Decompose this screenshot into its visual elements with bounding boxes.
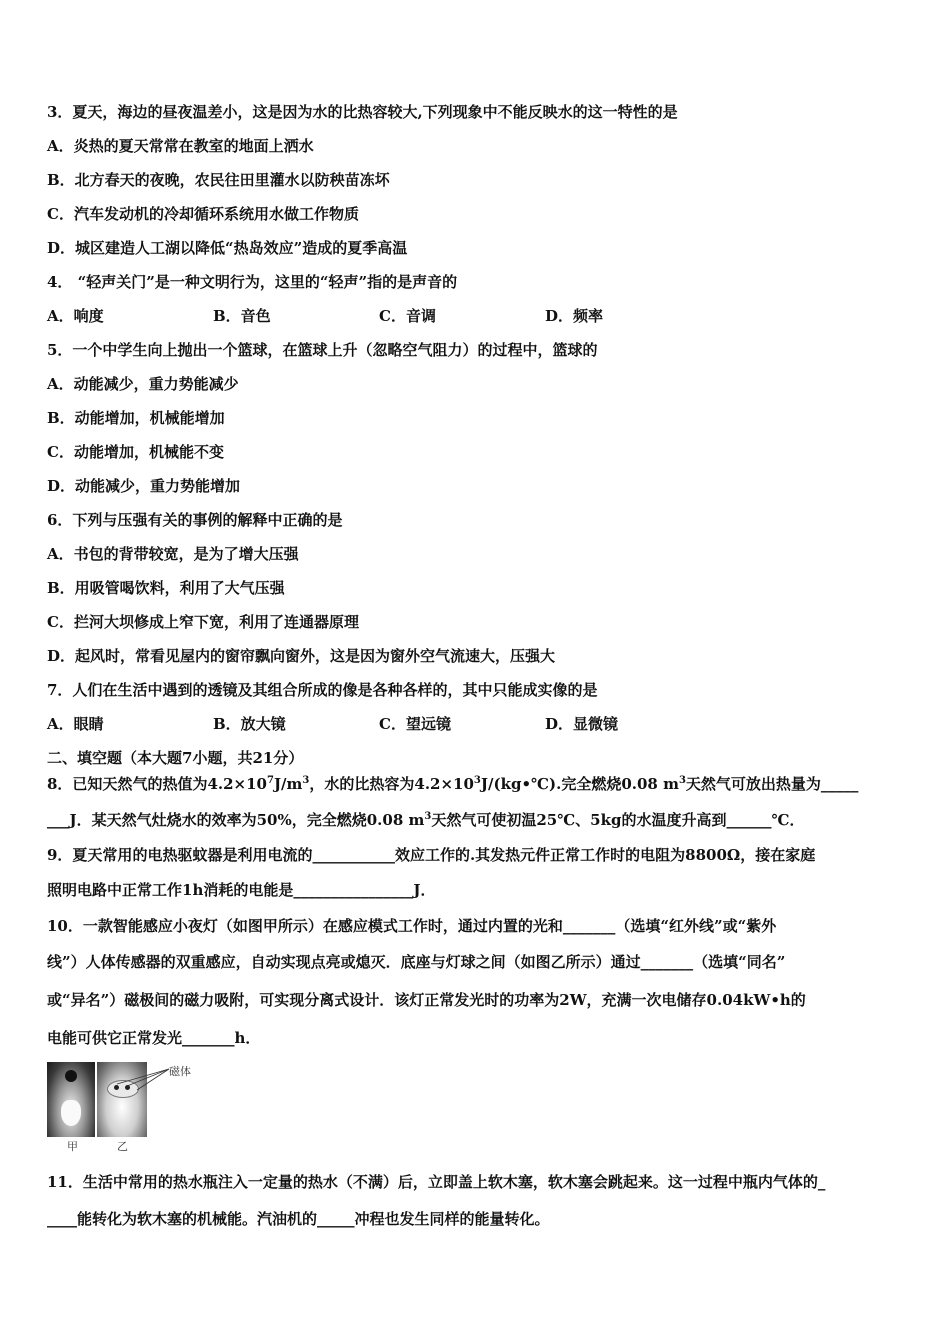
q3-stem: 3．夏天，海边的昼夜温差小，这是因为水的比热容较大,下列现象中不能反映水的这一特性的是 bbox=[47, 103, 678, 121]
q8-exponent: 3 bbox=[473, 775, 481, 786]
magnet-label: 磁体 bbox=[169, 1065, 191, 1078]
q5-option-a: A．动能减少，重力势能减少 bbox=[47, 375, 239, 393]
q5-option-b: B．动能增加，机械能增加 bbox=[47, 409, 225, 427]
q10-line-1: 10．一款智能感应小夜灯（如图甲所示）在感应模式工作时，通过内置的光和_______（选填“红外线”或“紫外 bbox=[47, 917, 777, 935]
q9-line-1: 9．夏天常用的电热驱蚊器是利用电流的___________效应工作的.其发热元件正常工作时的电阻为8800Ω，接在家庭 bbox=[47, 846, 816, 864]
q7-option-a: A．眼睛 bbox=[47, 715, 104, 733]
q7-stem: 7．人们在生活中遇到的透镜及其组合所成的像是各种各样的，其中只能成实像的是 bbox=[47, 681, 598, 699]
q9-line-2: 照明电路中正常工作1h消耗的电能是________________J． bbox=[47, 881, 436, 899]
q5-stem: 5．一个中学生向上抛出一个篮球，在篮球上升（忽略空气阻力）的过程中，篮球的 bbox=[47, 341, 598, 359]
q8-text: ，水的比热容为4.2×10 bbox=[309, 775, 474, 793]
q10-line-3: 或“异名”）磁极间的磁力吸附，可实现分离式设计．该灯正常发光时的功率为2W，充满一次电储存0.04kW•h的 bbox=[47, 991, 806, 1009]
q4-option-b: B．音色 bbox=[213, 307, 271, 325]
q4-option-a: A．响度 bbox=[47, 307, 104, 325]
q5-option-c: C．动能增加，机械能不变 bbox=[47, 443, 224, 461]
q11-line-2: ____能转化为软木塞的机械能。汽油机的_____冲程也发生同样的能量转化。 bbox=[47, 1210, 550, 1228]
q8-blank-text: 天然气可放出热量为_____ bbox=[685, 775, 859, 793]
q3-option-d: D．城区建造人工湖以降低“热岛效应”造成的夏季高温 bbox=[47, 239, 408, 257]
q6-option-d: D．起风时，常看见屋内的窗帘飘向窗外，这是因为窗外空气流速大，压强大 bbox=[47, 647, 556, 665]
q3-option-a: A．炎热的夏天常常在教室的地面上洒水 bbox=[47, 137, 314, 155]
q6-option-a: A．书包的背带较宽，是为了增大压强 bbox=[47, 545, 299, 563]
q8-line-2 bbox=[47, 810, 804, 830]
section-heading: 二、填空题（本大题7小题，共21分） bbox=[47, 749, 304, 767]
q10-line-2: 线”）人体传感器的双重感应，自动实现点亮或熄灭．底座与灯球之间（如图乙所示）通过_______（选填“同名” bbox=[47, 953, 786, 971]
q4-option-c: C．音调 bbox=[379, 307, 436, 325]
q8-line-1 bbox=[47, 774, 858, 794]
q4-stem: 4． “轻声关门”是一种文明行为，这里的“轻声”指的是声音的 bbox=[47, 273, 458, 291]
q10-line-4: 电能可供它正常发光_______h． bbox=[47, 1029, 261, 1047]
figure-label-a: 甲 bbox=[67, 1140, 78, 1153]
q8-text: ___J．某天然气灶烧水的效率为50%，完全燃烧0.08 m bbox=[47, 811, 425, 829]
q7-options bbox=[47, 714, 711, 734]
q7-option-c: C．望远镜 bbox=[379, 715, 451, 733]
q4-options bbox=[47, 306, 711, 326]
q6-stem: 6．下列与压强有关的事例的解释中正确的是 bbox=[47, 511, 343, 529]
q8-exponent: 3 bbox=[678, 775, 686, 786]
q7-option-b: B．放大镜 bbox=[213, 715, 286, 733]
q4-option-d: D．频率 bbox=[545, 307, 604, 325]
q11-line-1: 11．生活中常用的热水瓶注入一定量的热水（不满）后，立即盖上软木塞，软木塞会跳起来。这一过程中瓶内气体的_ bbox=[47, 1173, 826, 1191]
q8-exponent: 7 bbox=[266, 775, 274, 786]
q8-text: J/(kg•℃).完全燃烧0.08 m bbox=[480, 775, 679, 793]
q6-option-c: C．拦河大坝修成上窄下宽，利用了连通器原理 bbox=[47, 613, 359, 631]
q8-exponent: 3 bbox=[424, 811, 432, 822]
q5-option-d: D．动能减少，重力势能增加 bbox=[47, 477, 241, 495]
q8-blank-text: 天然气可使初温25℃、5kg的水温度升高到______℃． bbox=[431, 811, 805, 829]
q6-option-b: B．用吸管喝饮料，利用了大气压强 bbox=[47, 579, 285, 597]
night-lamp-figure bbox=[47, 1060, 207, 1153]
q8-text: 8．已知天然气的热值为4.2×10 bbox=[47, 775, 267, 793]
q8-exponent: 3 bbox=[302, 775, 310, 786]
q7-option-d: D．显微镜 bbox=[545, 715, 619, 733]
figure-label-b: 乙 bbox=[117, 1140, 128, 1153]
q3-option-c: C．汽车发动机的冷却循环系统用水做工作物质 bbox=[47, 205, 359, 223]
q3-option-b: B．北方春天的夜晚，农民往田里灌水以防秧苗冻坏 bbox=[47, 171, 390, 189]
q8-text: J/m bbox=[273, 775, 303, 793]
